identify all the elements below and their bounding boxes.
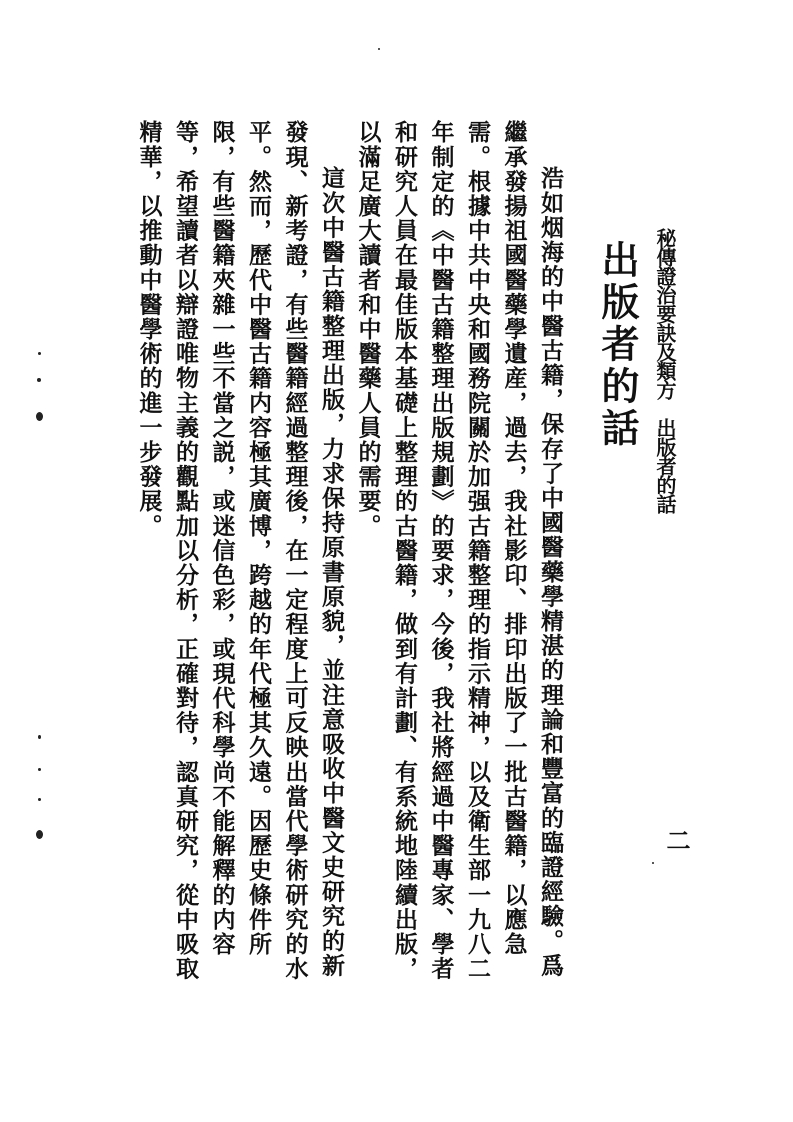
scan-speck xyxy=(38,768,41,771)
scan-speck xyxy=(378,48,380,50)
page-title: 出版者的話 xyxy=(595,240,640,450)
running-header: 秘傳證治要訣及類方 出版者的話 xyxy=(653,228,677,513)
scan-speck xyxy=(38,735,41,739)
scan-speck xyxy=(652,862,654,864)
scan-speck xyxy=(36,830,43,839)
paragraph-2: 這次中醫古籍整理出版，力求保持原書原貌，並注意吸收中醫文史研究的新發現、新考證，有些醫籍經過整理後，在一定程度上可反映出當代學術研究的水平。然而，歷代中醫古籍内容極其廣博，跨越的年代極其久遠。因歷史條件所限，有些醫籍夾雜一些不當之説，或迷信色彩，或現代科學尚不能解釋的内容等，希望讀者以辯證唯物主義的觀點加以分析，正確對待，認真研究，從中吸取精華，以推動中醫學術的進一步發展。 xyxy=(135,120,345,981)
scan-speck xyxy=(38,352,41,355)
paragraph-1: 浩如烟海的中醫古籍，保存了中國醫藥學精湛的理論和豐富的臨證經驗。爲繼承發揚祖國醫藥學遺産，過去，我社影印、排印出版了一批古醫籍，以應急需。根據中共中央和國務院關於加强古籍整理的指示精神，以及衛生部一九八二年制定的《中醫古籍整理出版規劃》的要求，今後，我社將經過中醫專家、學者和研究人員在最佳版本基礎上整理的古醫籍，做到有計劃、有系統地陸續出版，以滿足廣大讀者和中醫藥人員的需要。 xyxy=(354,120,564,981)
body-text xyxy=(130,120,568,1000)
scan-speck xyxy=(36,412,43,421)
scan-speck xyxy=(37,378,41,382)
page-number: 二 xyxy=(662,828,691,852)
scan-speck xyxy=(38,798,41,801)
